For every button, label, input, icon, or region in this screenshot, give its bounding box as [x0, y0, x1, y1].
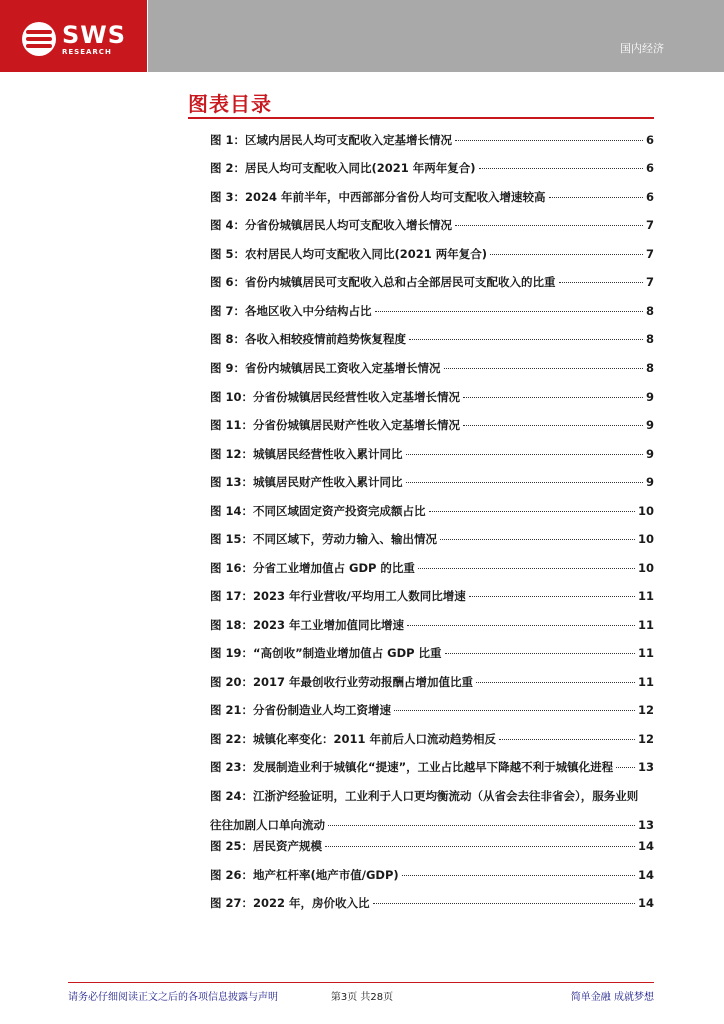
toc-leader-dots — [469, 596, 635, 597]
toc-leader-dots — [373, 903, 635, 904]
toc-entry-page: 8 — [645, 361, 654, 375]
toc-entry-label-cont: 往往加剧人口单向流动 — [210, 818, 325, 832]
toc-entry-label: 图 2：居民人均可支配收入同比(2021 年两年复合) — [210, 161, 476, 175]
toc-entry[interactable] — [210, 558, 654, 578]
toc-entry-label: 图 11：分省份城镇居民财产性收入定基增长情况 — [210, 418, 461, 432]
toc-entry[interactable] — [210, 501, 654, 521]
toc-entry[interactable] — [210, 643, 654, 663]
toc-entry-page: 10 — [637, 504, 654, 518]
page-title: 图表目录 — [188, 92, 272, 116]
toc-entry-page: 13 — [637, 760, 654, 774]
toc-entry-label: 图 26：地产杠杆率(地产市值/GDP) — [210, 868, 399, 882]
toc-entry-label: 图 17：2023 年行业营收/平均用工人数同比增速 — [210, 589, 466, 603]
sws-logo — [22, 22, 126, 56]
toc-leader-dots — [328, 825, 635, 826]
toc-leader-dots — [616, 767, 635, 768]
toc-entry-page: 13 — [637, 818, 654, 832]
toc-leader-dots — [402, 875, 635, 876]
header-bar — [148, 0, 724, 72]
toc-entry[interactable] — [210, 187, 654, 207]
toc-leader-dots — [490, 254, 643, 255]
toc-entry-page: 11 — [637, 618, 654, 632]
toc-entry-page: 11 — [637, 646, 654, 660]
toc-entry-page: 14 — [637, 839, 654, 853]
toc-leader-dots — [455, 225, 643, 226]
toc-leader-dots — [375, 311, 643, 312]
logo-mark-icon — [22, 22, 56, 56]
toc-entry-page: 12 — [637, 732, 654, 746]
toc-entry-page: 7 — [645, 247, 654, 261]
footer-divider — [68, 982, 654, 983]
toc-entry-label: 图 6：省份内城镇居民可支配收入总和占全部居民可支配收入的比重 — [210, 275, 556, 289]
toc-entry[interactable] — [210, 415, 654, 435]
toc-leader-dots — [394, 710, 635, 711]
toc-entry-page: 9 — [645, 390, 654, 404]
header-brand-block — [0, 0, 147, 72]
toc-entry-label: 图 21：分省份制造业人均工资增速 — [210, 703, 392, 717]
toc-entry-page: 10 — [637, 561, 654, 575]
toc-entry-page: 12 — [637, 703, 654, 717]
toc-leader-dots — [429, 511, 635, 512]
toc-entry[interactable] — [210, 444, 654, 464]
toc-entry-label: 图 3：2024 年前半年，中西部部分省份人均可支配收入增速较高 — [210, 190, 546, 204]
toc-entry[interactable] — [210, 893, 654, 913]
toc-entry-page: 14 — [637, 896, 654, 910]
toc-entry[interactable] — [210, 301, 654, 321]
toc-leader-dots — [406, 482, 643, 483]
toc-entry-label: 图 1：区域内居民人均可支配收入定基增长情况 — [210, 133, 453, 147]
toc-entry-page: 7 — [645, 218, 654, 232]
toc-leader-dots — [549, 197, 643, 198]
toc-entry-label: 图 20：2017 年最创收行业劳动报酬占增加值比重 — [210, 675, 474, 689]
toc-leader-dots — [455, 140, 643, 141]
toc-entry[interactable] — [210, 272, 654, 292]
section-tag: 国内经济 — [620, 42, 664, 55]
toc-entry[interactable] — [210, 786, 654, 835]
toc-entry-label: 图 5：农村居民人均可支配收入同比(2021 两年复合) — [210, 247, 488, 261]
toc-entry-label: 图 27：2022 年，房价收入比 — [210, 896, 370, 910]
toc-entry[interactable] — [210, 757, 654, 777]
toc-entry-label: 图 12：城镇居民经营性收入累计同比 — [210, 447, 403, 461]
toc-leader-dots — [407, 625, 635, 626]
toc-entry-label: 图 16：分省工业增加值占 GDP 的比重 — [210, 561, 415, 575]
toc-leader-dots — [499, 739, 635, 740]
toc-entry[interactable] — [210, 472, 654, 492]
footer-page-info: 第3页 共28页 — [330, 992, 394, 1003]
toc-entry-label: 图 13：城镇居民财产性收入累计同比 — [210, 475, 403, 489]
toc-entry[interactable] — [210, 865, 654, 885]
toc-entry-label: 图 15：不同区域下，劳动力输入、输出情况 — [210, 532, 438, 546]
toc-entry-page: 11 — [637, 589, 654, 603]
toc-leader-dots — [444, 368, 643, 369]
toc-entry[interactable] — [210, 387, 654, 407]
toc-entry-label: 图 23：发展制造业利于城镇化“提速”，工业占比越早下降越不利于城镇化进程 — [210, 760, 614, 774]
toc-entry[interactable] — [210, 836, 654, 856]
logo-subtext: RESEARCH — [62, 47, 112, 56]
toc-leader-dots — [406, 454, 643, 455]
toc-entry-label: 图 10：分省份城镇居民经营性收入定基增长情况 — [210, 390, 461, 404]
toc-entry[interactable] — [210, 358, 654, 378]
toc-entry[interactable] — [210, 729, 654, 749]
toc-entry-page: 6 — [645, 133, 654, 147]
toc-entry[interactable] — [210, 130, 654, 150]
toc-leader-dots — [440, 539, 635, 540]
toc-entry[interactable] — [210, 700, 654, 720]
title-divider — [188, 117, 654, 119]
toc-entry-label: 图 19：“高创收”制造业增加值占 GDP 比重 — [210, 646, 442, 660]
toc-leader-dots — [463, 425, 643, 426]
toc-entry[interactable] — [210, 586, 654, 606]
toc-leader-dots — [559, 282, 643, 283]
toc-entry-page: 9 — [645, 418, 654, 432]
toc-entry[interactable] — [210, 329, 654, 349]
toc-leader-dots — [476, 682, 635, 683]
toc-entry-label: 图 4：分省份城镇居民人均可支配收入增长情况 — [210, 218, 453, 232]
toc-entry-label: 图 8：各收入相较疫情前趋势恢复程度 — [210, 332, 407, 346]
toc-entry[interactable] — [210, 244, 654, 264]
toc-entry-label: 图 7：各地区收入中分结构占比 — [210, 304, 372, 318]
toc-leader-dots — [418, 568, 635, 569]
toc-entry-page: 8 — [645, 304, 654, 318]
logo-text: SWS — [62, 20, 127, 49]
toc-entry[interactable] — [210, 672, 654, 692]
toc-leader-dots — [409, 339, 643, 340]
toc-entry[interactable] — [210, 529, 654, 549]
toc-entry-page: 9 — [645, 447, 654, 461]
footer-disclaimer: 请务必仔细阅读正文之后的各项信息披露与声明 — [68, 992, 278, 1003]
toc-leader-dots — [479, 168, 643, 169]
toc-entry-page: 7 — [645, 275, 654, 289]
toc-entry-page: 6 — [645, 161, 654, 175]
toc-entry-page: 11 — [637, 675, 654, 689]
toc-entry-page: 8 — [645, 332, 654, 346]
toc-leader-dots — [445, 653, 635, 654]
toc-entry[interactable] — [210, 215, 654, 235]
toc-entry-page: 9 — [645, 475, 654, 489]
toc-leader-dots — [463, 397, 643, 398]
toc-entry-label: 图 18：2023 年工业增加值同比增速 — [210, 618, 405, 632]
footer-slogan: 简单金融 成就梦想 — [570, 992, 654, 1003]
toc-entry-page: 10 — [637, 532, 654, 546]
toc-leader-dots — [325, 846, 635, 847]
toc-entry-page: 14 — [637, 868, 654, 882]
toc-entry-label: 图 22：城镇化率变化：2011 年前后人口流动趋势相反 — [210, 732, 497, 746]
toc-entry-label: 图 25：居民资产规模 — [210, 839, 323, 853]
toc-entry-label: 图 14：不同区域固定资产投资完成额占比 — [210, 504, 426, 518]
toc-entry-page: 6 — [645, 190, 654, 204]
toc-entry[interactable] — [210, 158, 654, 178]
toc-entry-label: 图 9：省份内城镇居民工资收入定基增长情况 — [210, 361, 441, 375]
toc-entry-label: 图 24：江浙沪经验证明，工业利于人口更均衡流动（从省会去往非省会），服务业则 — [210, 789, 639, 803]
toc-entry[interactable] — [210, 615, 654, 635]
